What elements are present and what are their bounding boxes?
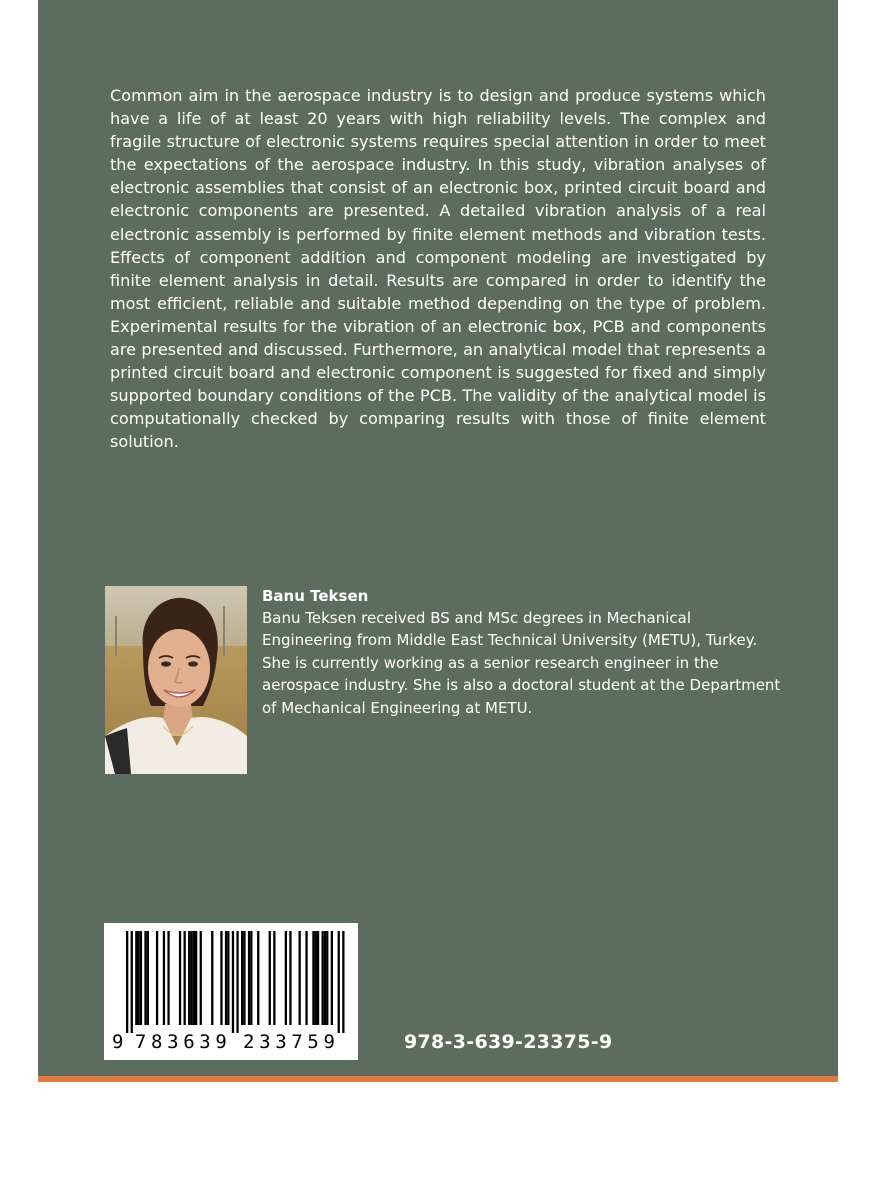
barcode-bar (232, 931, 234, 1033)
barcode-digits (104, 1031, 358, 1055)
barcode-bar (220, 931, 222, 1025)
barcode-bar (156, 931, 158, 1025)
barcode-digit: 7 (134, 1031, 147, 1053)
barcode-digit: 3 (167, 1031, 179, 1053)
barcode-bars (104, 923, 358, 1033)
barcode-digit: 8 (151, 1031, 163, 1053)
barcode-bar (126, 931, 128, 1033)
barcode-bar (248, 931, 250, 1025)
barcode-bar (236, 931, 238, 1033)
author-portrait-illustration (105, 586, 247, 774)
barcode-digit: 7 (291, 1031, 303, 1053)
barcode-bar (285, 931, 287, 1025)
barcode-bar (184, 931, 186, 1025)
barcode-bar (331, 931, 333, 1025)
barcode-digit: 2 (243, 1031, 255, 1053)
barcode-bar (269, 931, 271, 1025)
barcode-digit: 3 (275, 1031, 287, 1053)
barcode-bar (299, 931, 301, 1025)
barcode-bar (289, 931, 291, 1025)
barcode-bar (312, 931, 314, 1025)
barcode-bar (227, 931, 229, 1025)
barcode-bar (317, 931, 319, 1025)
author-name: Banu Teksen (262, 587, 369, 605)
barcode-bar (188, 931, 190, 1025)
orange-accent-stripe (38, 1076, 838, 1082)
barcode-bar (167, 931, 169, 1025)
barcode-bar (241, 931, 243, 1025)
barcode-bar (200, 931, 202, 1025)
barcode-bar (250, 931, 252, 1025)
isbn-barcode (104, 923, 358, 1060)
author-photo (105, 586, 247, 774)
barcode-bar (324, 931, 326, 1025)
barcode-bar (273, 931, 275, 1025)
barcode-bar (243, 931, 245, 1025)
barcode-bar (131, 931, 133, 1033)
barcode-bar (190, 931, 192, 1025)
barcode-bar (163, 931, 165, 1025)
barcode-digit: 9 (112, 1031, 124, 1053)
barcode-bar (144, 931, 146, 1025)
barcode-bar (305, 931, 307, 1025)
book-description: Common aim in the aerospace industry is to design and produce systems which have a life of at least 20 years with high reliability levels. The complex and fragile structure of electronic systems requires special attention in order to meet the expectations of the aerospace industry. In this study, vibration analyses of electronic assemblies that consist of an electronic box, printed circuit board and electronic components are presented. A detailed vibration analysis of a real electronic assembly is performed by finite element methods and vibration tests. Effects of component addition and component modeling are investigated by finite element analysis in detail. Results are compared in order to identify the most efficient, reliable and suitable method depending on the type of problem. Experimental results for the vibration of an electronic box, PCB and components are presented and discussed. Furthermore, an analytical model that represents a printed circuit board and electronic component is suggested for fixed and simply supported boundary conditions of the PCB. The validity of the analytical model is computationally checked by comparing results with those of finite element solution. (110, 86, 766, 452)
barcode-bar (138, 931, 140, 1025)
barcode-digit: 5 (307, 1031, 319, 1053)
barcode-digit: 6 (183, 1031, 195, 1053)
barcode-bar (338, 931, 340, 1033)
barcode-bar (135, 931, 137, 1025)
barcode-digit: 9 (323, 1031, 335, 1053)
barcode-bar (147, 931, 149, 1025)
barcode-bar (179, 931, 181, 1025)
barcode-digit: 9 (215, 1031, 227, 1053)
barcode-bar (193, 931, 195, 1025)
barcode-digit: 3 (199, 1031, 211, 1053)
barcode-bar (140, 931, 142, 1025)
barcode-digit: 3 (259, 1031, 271, 1053)
barcode-bar (211, 931, 213, 1025)
author-bio: Banu Teksen received BS and MSc degrees in Mechanical Engineering from Middle East Technical University (METU), Turkey. She is currently working as a senior research engineer in the aerospace industry. She is also a doctoral student at the Department of Mechanical Engineering at METU. (262, 609, 781, 717)
isbn-number: 978-3-639-23375-9 (404, 1031, 613, 1053)
barcode-bar (315, 931, 317, 1025)
barcode-bar (195, 931, 197, 1025)
barcode-bar (342, 931, 344, 1033)
barcode-bar (326, 931, 328, 1025)
barcode-bar (225, 931, 227, 1025)
barcode-bar (322, 931, 324, 1025)
barcode-bar (257, 931, 259, 1025)
